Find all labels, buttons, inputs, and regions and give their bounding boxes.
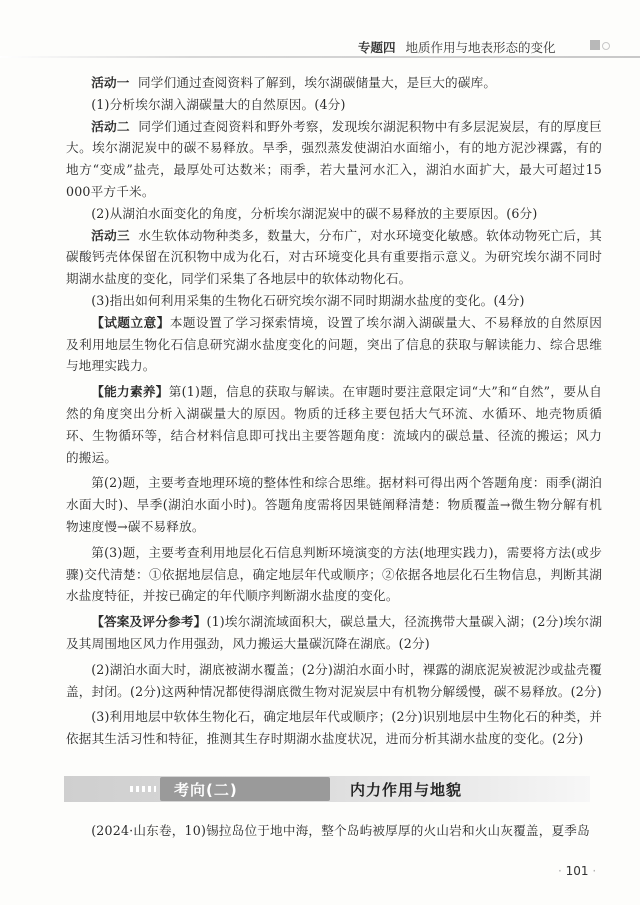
ability-paragraph-1 — [66, 381, 602, 468]
question-2: (2)从湖泊水面变化的角度，分析埃尔湖泥炭中的碳不易释放的主要原因。(6分) — [91, 205, 538, 221]
bottom-paragraph: (2024·山东卷，10)锡拉岛位于地中海，整个岛屿被厚厚的火山岩和火山灰覆盖，夏季岛 — [91, 823, 590, 838]
question-1: (1)分析埃尔湖入湖碳量大的自然原因。(4分) — [91, 96, 346, 112]
ability-paragraph-3: 第(3)题，主要考查利用地层化石信息判断环境演变的方法(地理实践力)，需要将方法(或步骤)交代清楚：①依据地层信息，确定地层年代或顺序；②依据各地层化石生物信息，判断其湖水盐度特征，并按已确定的年代顺序判断湖水盐度的变化。 — [66, 544, 602, 604]
answer-paragraph-3: (3)利用地层中软体生物化石，确定地层年代或顺序；(2分)识别地层中生物化石的种类，并依据其生活习性和特征，推测其生存时期湖水盐度状况，进而分析其湖水盐度的变化。(2分) — [66, 709, 602, 747]
header-divider — [0, 56, 640, 58]
activity1-paragraph — [66, 72, 602, 94]
page-number: · 101 · — [558, 864, 597, 878]
ability-text-1: 第(1)题，信息的获取与解读。在审题时要注意限定词“大”和“自然”，要从自然的角度突出分析入湖碳量大的原因。物质的迁移主要包括大气环流、水循环、地壳物质循环、生物循环等，结合材料信息即可找出主要答题角度：流域内的碳总量、径流的搬运；风力的搬运。 — [66, 384, 603, 465]
activity1-text: 同学们通过查阅资料了解到，埃尔湖碳储量大，是巨大的碳库。 — [138, 75, 497, 90]
bottom-question-text — [66, 820, 602, 842]
section-tag: 考向(二) — [174, 781, 238, 799]
activity3-label: 活动三 — [91, 227, 130, 243]
question-3: (3)指出如何利用采集的生物化石研究埃尔湖不同时期湖水盐度的变化。(4分) — [91, 292, 525, 308]
header-square-icon — [590, 40, 612, 52]
section-heading-bar — [64, 776, 590, 802]
main-content — [66, 72, 602, 750]
answer-text-1: (1)埃尔湖流域面积大，碳总量大，径流携带大量碳入湖；(2分)埃尔湖及其周围地区风力作用强劲，风力搬运大量碳沉降在湖底。(2分) — [66, 614, 602, 651]
activity2-text: 同学们通过查阅资料和野外考察，发现埃尔湖泥积物中有多层泥炭层，有的厚度巨大。埃尔湖泥炭中的碳不易释放。旱季，强烈蒸发使湖泊水面缩小，有的地方泥沙裸露，有的地方“变成”盐壳，最厚处可达数米；雨季，若大量河水汇入，湖泊水面扩大，最大可超过15 000平方千米。 — [66, 118, 602, 199]
page-number-value: 101 — [565, 864, 589, 878]
section-dots-decoration — [130, 786, 156, 792]
activity2-label: 活动二 — [91, 118, 130, 134]
answer-paragraph-2: (2)湖泊水面大时，湖底被湖水覆盖；(2分)湖泊水面小时，裸露的湖底泥炭被泥沙或盐壳覆盖，封闭。(2分)这两种情况都使得湖底微生物对泥炭层中有机物分解缓慢，碳不易释放。(2分) — [66, 661, 602, 699]
header-title: 地质作用与地表形态的变化 — [405, 40, 556, 55]
answer-label: 【答案及评分参考】 — [91, 614, 207, 630]
activity2-paragraph — [66, 116, 602, 203]
page-header — [0, 0, 640, 58]
activity1-label: 活动一 — [91, 75, 130, 90]
section-title: 内力作用与地貌 — [350, 781, 463, 799]
intent-paragraph — [66, 312, 602, 377]
answer-paragraph-1 — [66, 611, 602, 655]
header-topic: 专题四 — [358, 40, 396, 55]
ability-label: 【能力素养】 — [91, 384, 169, 400]
activity3-text: 水生软体动物种类多，数量大，分布广，对水环境变化敏感。软体动物死亡后，其碳酸钙壳体保留在沉积物中成为化石，对古环境变化具有重要指示意义。为研究埃尔湖不同时期湖水盐度的变化，同学们采集了各地层中的软体动物化石。 — [66, 227, 602, 287]
header-text — [358, 38, 556, 56]
ability-paragraph-2: 第(2)题，主要考查地理环境的整体性和综合思维。据材料可得出两个答题角度：雨季(湖泊水面大时)、旱季(湖泊水面小时)。答题角度需将因果链阐释清楚：物质覆盖→微生物分解有机物速度慢→碳不易释放。 — [66, 475, 602, 534]
intent-text: 本题设置了学习探索情境，设置了埃尔湖入湖碳量大、不易释放的自然原因及利用地层生物化石信息研究湖水盐度变化的问题，突出了信息的获取与解读能力、综合思维与地理实践力。 — [66, 314, 602, 374]
activity3-paragraph — [66, 225, 602, 290]
intent-label: 【试题立意】 — [91, 314, 170, 330]
